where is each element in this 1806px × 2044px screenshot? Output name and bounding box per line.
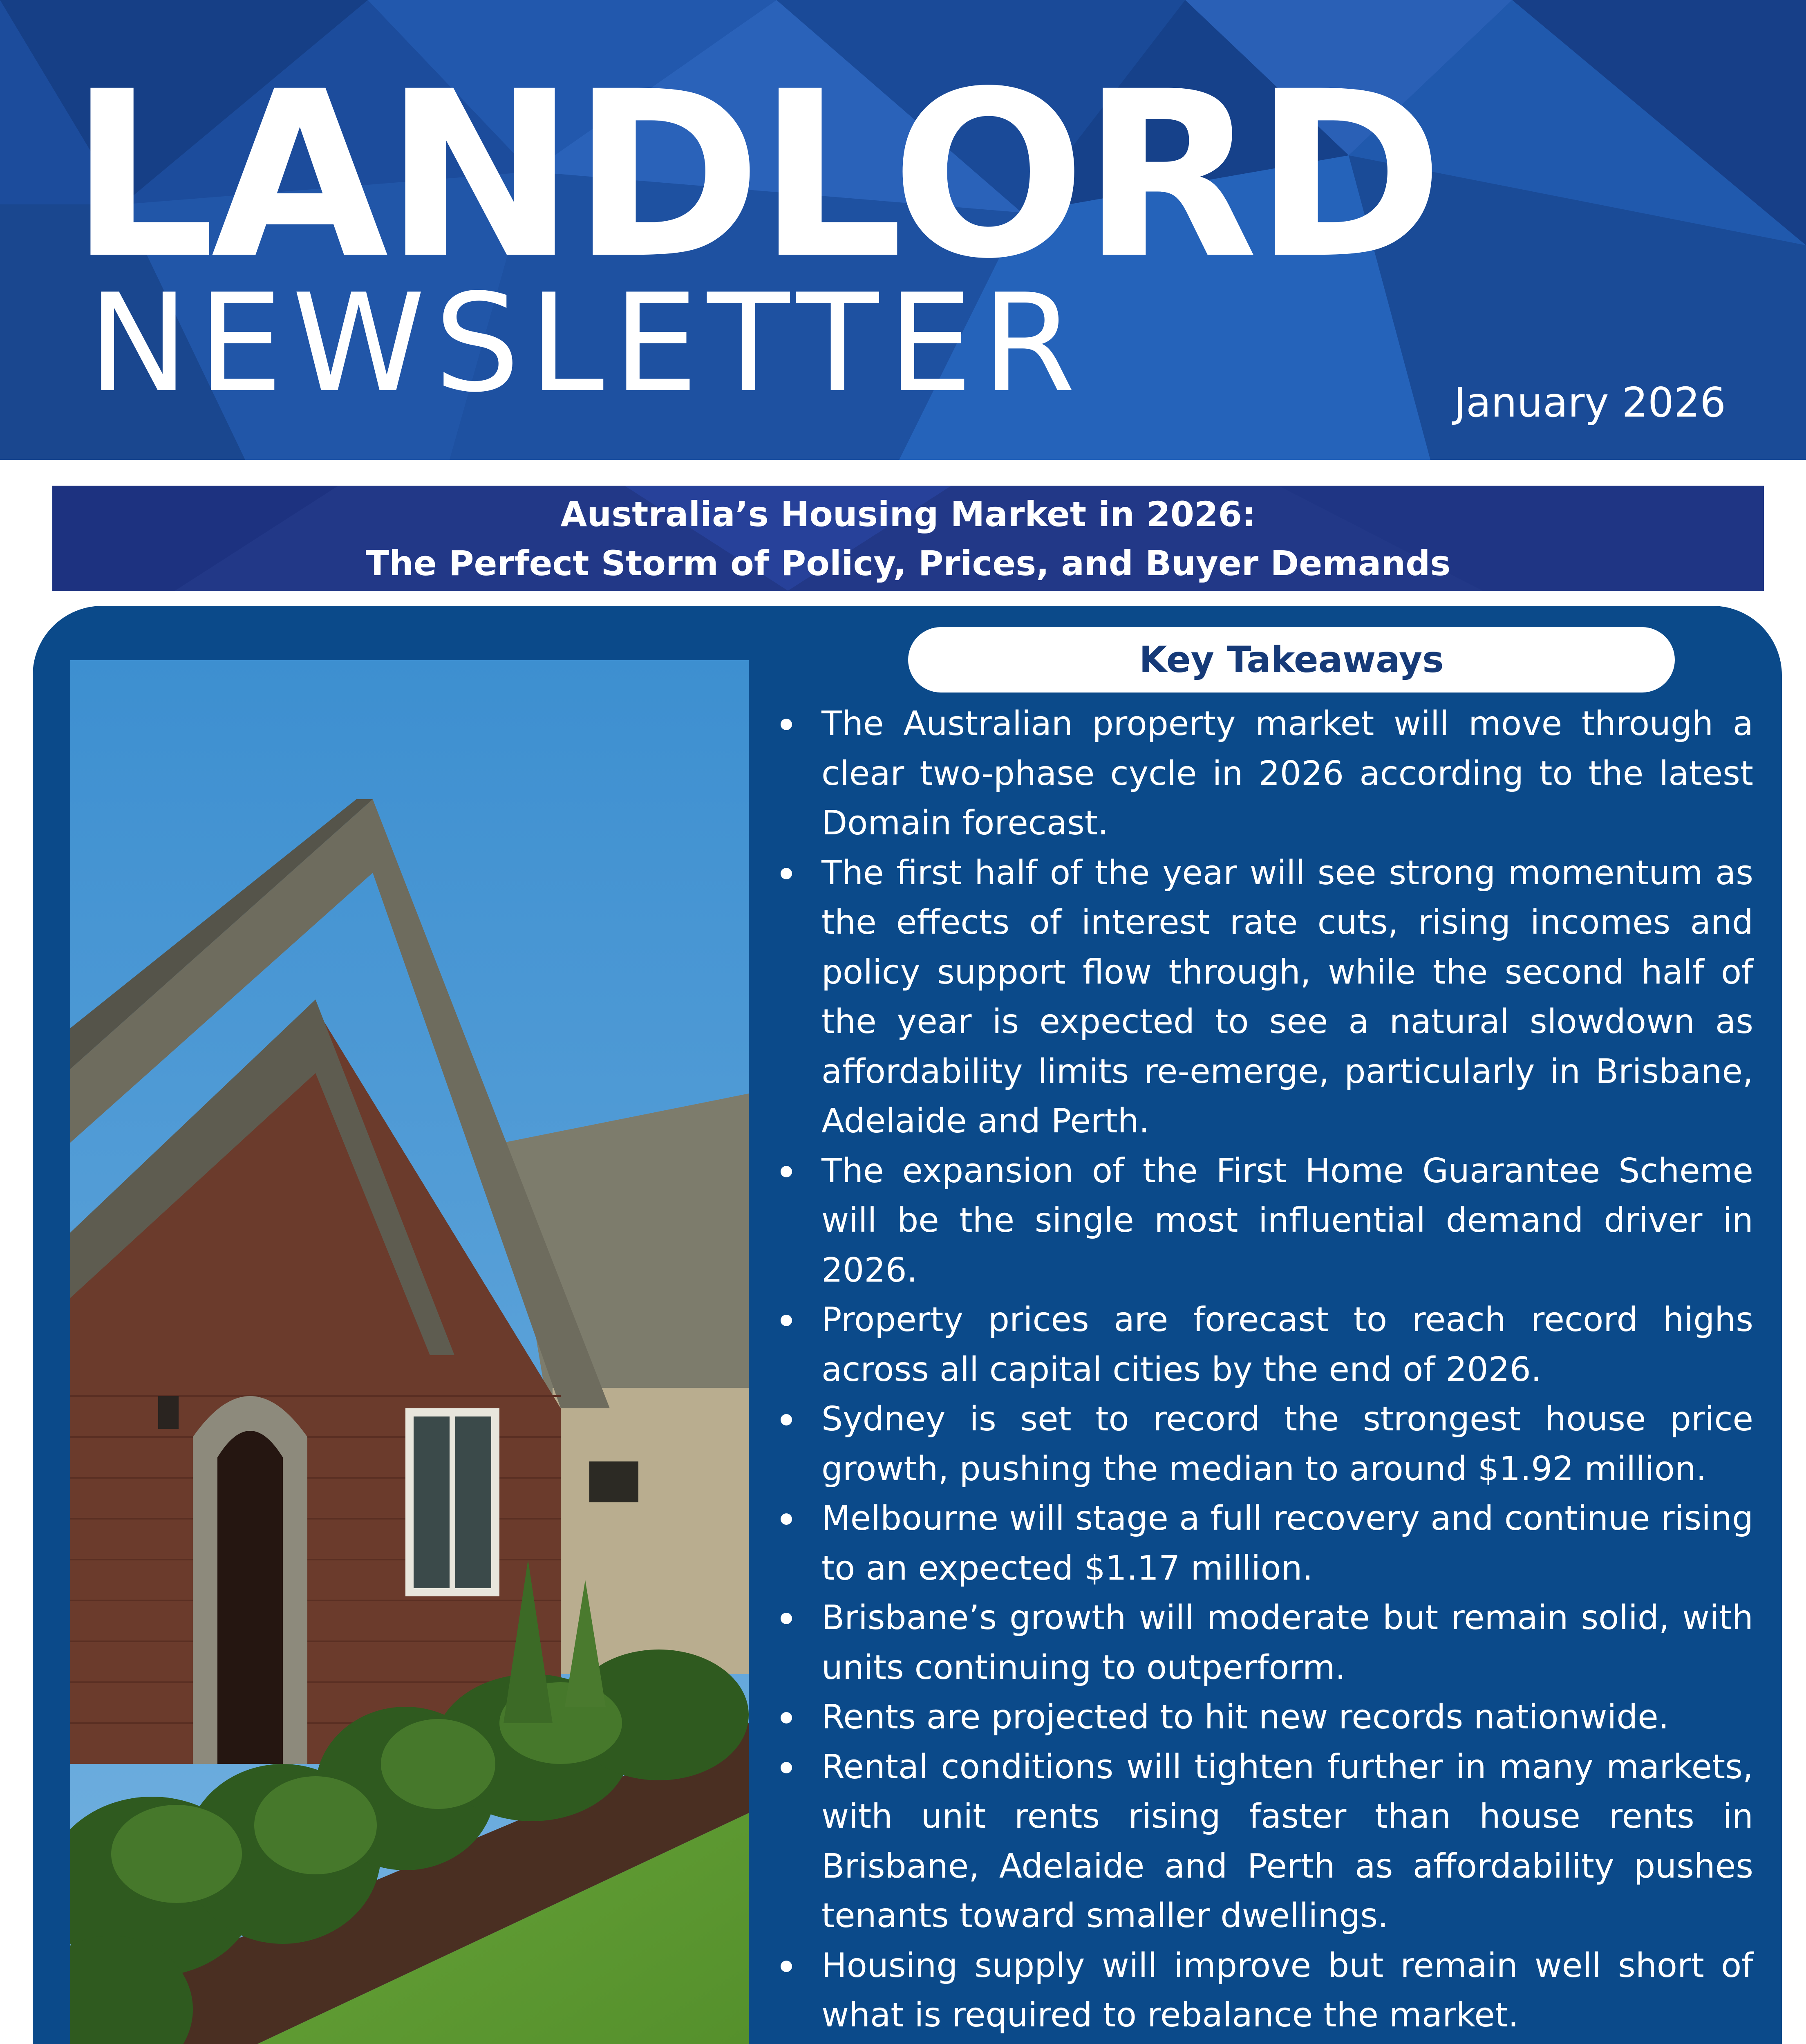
issue-date: January 2026: [1454, 379, 1726, 426]
key-takeaways-list: [772, 699, 1753, 2044]
takeaway-item: Sydney is set to record the strongest house price growth, pushing the median to around $1.92 million.: [772, 1394, 1753, 1494]
header-banner: [0, 0, 1806, 460]
headline-line-1: Australia’s Housing Market in 2026:: [560, 494, 1256, 534]
headline-bar: [52, 486, 1764, 591]
takeaway-item: Brisbane’s growth will moderate but remain solid, with units continuing to outperform.: [772, 1593, 1753, 1692]
takeaway-item: Property prices are forecast to reach record highs across all capital cities by the end of 2026.: [772, 1295, 1753, 1394]
takeaway-item: The first half of the year will see strong momentum as the effects of interest rate cuts, rising incomes and policy support flow through, while the second half of the year is expected to see a natural slowdown as affordability limits re-emerge, particularly in Brisbane, Adelaide and Perth.: [772, 848, 1753, 1146]
takeaway-item: Rents are projected to hit new records nationwide.: [772, 1692, 1753, 1742]
takeaway-item: Rental conditions will tighten further in many markets, with unit rents rising faster than house rents in Brisbane, Adelaide and Perth as affordability pushes tenants toward smaller dwellings.: [772, 1742, 1753, 1941]
takeaway-item: Housing supply will improve but remain well short of what is required to rebalance the market.: [772, 1941, 1753, 2040]
content-panel: [33, 606, 1782, 2044]
takeaway-item: The Australian property market will move through a clear two-phase cycle in 2026 according to the latest Domain forecast.: [772, 699, 1753, 848]
headline-line-2: The Perfect Storm of Policy, Prices, and Buyer Demands: [365, 543, 1451, 583]
brick-house-photo: [70, 660, 749, 2044]
key-takeaways-header: [908, 627, 1675, 693]
key-takeaways-title: Key Takeaways: [1139, 639, 1444, 681]
newsletter-title: LANDLORD: [69, 43, 1440, 309]
house-illustration: [70, 660, 749, 2044]
newsletter-subtitle: NEWSLETTER: [88, 265, 1085, 422]
takeaway-item: Melbourne will stage a full recovery and continue rising to an expected $1.17 million.: [772, 1494, 1753, 1593]
takeaway-item: The expansion of the First Home Guarantee Scheme will be the single most influential demand driver in 2026.: [772, 1146, 1753, 1295]
takeaway-item: [772, 2040, 1753, 2044]
